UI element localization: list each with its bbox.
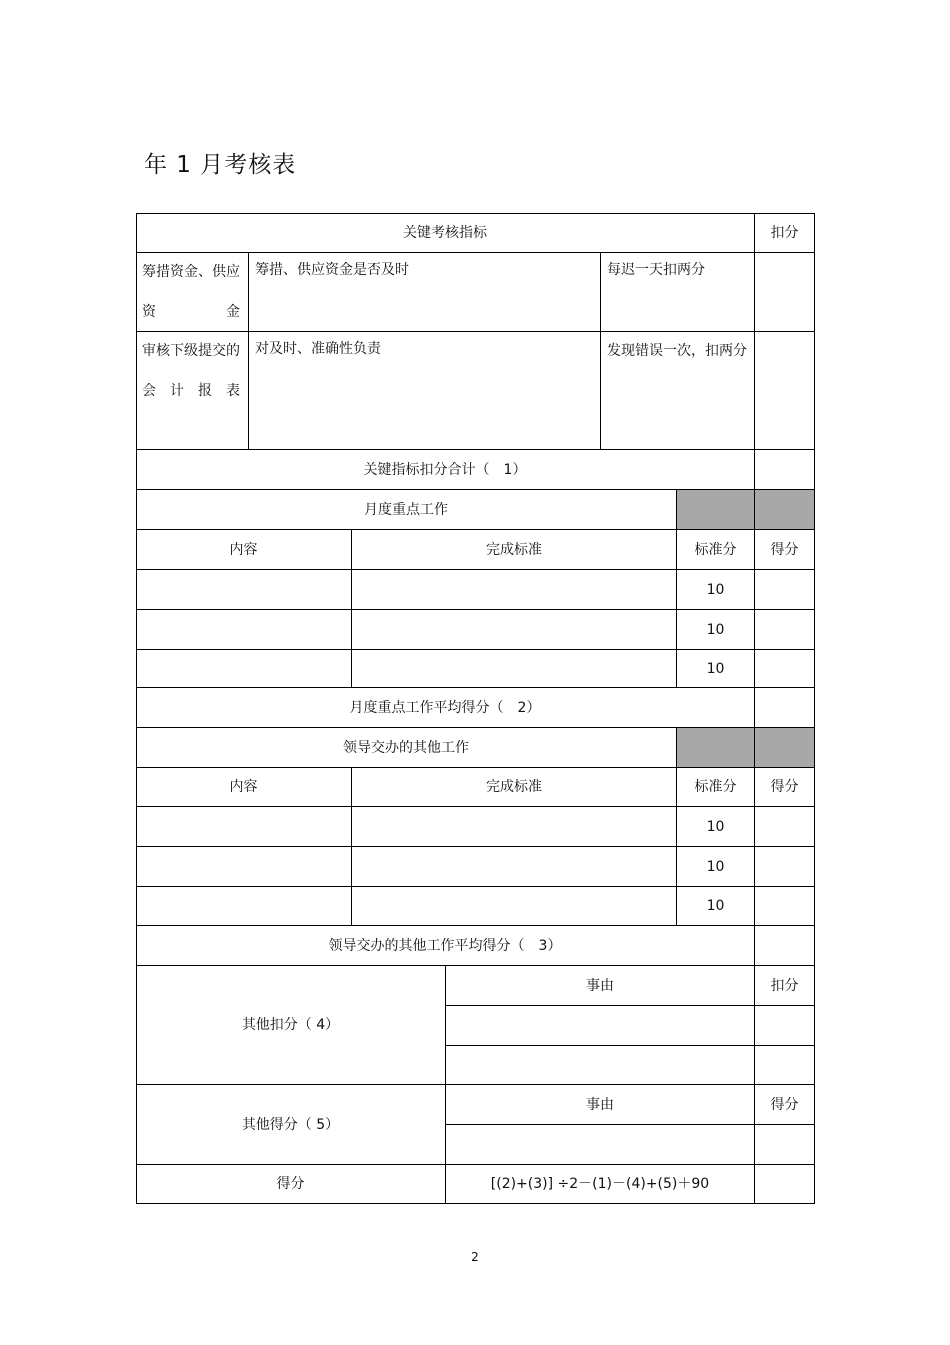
- monthly-avg-value: [755, 688, 815, 728]
- monthly-row-2-standard: [352, 610, 677, 650]
- other-work-col-std-score: 标准分: [677, 768, 755, 807]
- other-work-col-score: 得分: [755, 768, 815, 807]
- other-deduct-reason-2: [446, 1046, 755, 1085]
- other-work-header-shade-1: [677, 728, 755, 768]
- monthly-row-3-content: [136, 650, 352, 688]
- key-row-1-rule: 每迟一天扣两分: [601, 253, 755, 332]
- other-deduct-value-header: 扣分: [755, 966, 815, 1006]
- key-total-value: [755, 450, 815, 490]
- key-row-2-standard: 对及时、准确性负责: [249, 332, 601, 450]
- final-score-value: [755, 1165, 815, 1204]
- other-work-row-3-std-score: 10: [677, 887, 755, 926]
- monthly-row-3-standard: [352, 650, 677, 688]
- monthly-col-content: 内容: [136, 530, 352, 570]
- other-deduct-reason-header: 事由: [446, 966, 755, 1006]
- monthly-row-3-score: [755, 650, 815, 688]
- monthly-avg-label: 月度重点工作平均得分（ 2）: [136, 688, 755, 728]
- key-row-1-deduct: [755, 253, 815, 332]
- other-work-row-3-standard: [352, 887, 677, 926]
- other-gain-value-header: 得分: [755, 1085, 815, 1125]
- other-work-col-content: 内容: [136, 768, 352, 807]
- key-row-2-rule: 发现错误一次，扣两分: [601, 332, 755, 450]
- monthly-col-score: 得分: [755, 530, 815, 570]
- monthly-col-standard: 完成标准: [352, 530, 677, 570]
- other-work-row-1-content: [136, 807, 352, 847]
- key-row-1-standard: 筹措、供应资金是否及时: [249, 253, 601, 332]
- other-work-row-2-score: [755, 847, 815, 887]
- monthly-row-1-score: [755, 570, 815, 610]
- monthly-row-2-score: [755, 610, 815, 650]
- other-gain-reason-1: [446, 1125, 755, 1165]
- key-deduct-header: 扣分: [755, 213, 815, 253]
- monthly-row-2-std-score: 10: [677, 610, 755, 650]
- other-work-row-2-content: [136, 847, 352, 887]
- monthly-row-3-std-score: 10: [677, 650, 755, 688]
- monthly-row-1-std-score: 10: [677, 570, 755, 610]
- monthly-header: 月度重点工作: [136, 490, 677, 530]
- final-score-formula: [(2)+(3)] ÷2－(1)－(4)+(5)＋90: [446, 1165, 755, 1204]
- monthly-row-1-content: [136, 570, 352, 610]
- other-work-row-1-score: [755, 807, 815, 847]
- other-work-col-standard: 完成标准: [352, 768, 677, 807]
- page-title: 年 1 月考核表: [144, 152, 297, 178]
- other-work-avg-label: 领导交办的其他工作平均得分（ 3）: [136, 926, 755, 966]
- key-total-label: 关键指标扣分合计（ 1）: [136, 450, 755, 490]
- other-deduct-value-1: [755, 1006, 815, 1046]
- other-gain-reason-header: 事由: [446, 1085, 755, 1125]
- assessment-table: [136, 213, 815, 1204]
- other-work-row-2-standard: [352, 847, 677, 887]
- monthly-row-2-content: [136, 610, 352, 650]
- other-work-header-shade-2: [755, 728, 815, 768]
- other-deduct-reason-1: [446, 1006, 755, 1046]
- key-row-2-deduct: [755, 332, 815, 450]
- other-work-row-2-std-score: 10: [677, 847, 755, 887]
- key-row-1-name: 筹措资金、供应资金: [136, 253, 249, 332]
- monthly-header-shade-1: [677, 490, 755, 530]
- other-gain-label: 其他得分（ 5）: [136, 1085, 446, 1165]
- monthly-row-1-standard: [352, 570, 677, 610]
- monthly-col-std-score: 标准分: [677, 530, 755, 570]
- other-work-row-3-score: [755, 887, 815, 926]
- key-row-2-name: 审核下级提交的会计报表: [136, 332, 249, 450]
- other-work-row-3-content: [136, 887, 352, 926]
- other-gain-value-1: [755, 1125, 815, 1165]
- key-indicators-header: 关键考核指标: [136, 213, 755, 253]
- other-work-row-1-standard: [352, 807, 677, 847]
- other-deduct-label: 其他扣分（ 4）: [136, 966, 446, 1085]
- other-work-header: 领导交办的其他工作: [136, 728, 677, 768]
- final-score-label: 得分: [136, 1165, 446, 1204]
- monthly-header-shade-2: [755, 490, 815, 530]
- other-deduct-value-2: [755, 1046, 815, 1085]
- other-work-row-1-std-score: 10: [677, 807, 755, 847]
- page-number: 2: [471, 1250, 479, 1264]
- other-work-avg-value: [755, 926, 815, 966]
